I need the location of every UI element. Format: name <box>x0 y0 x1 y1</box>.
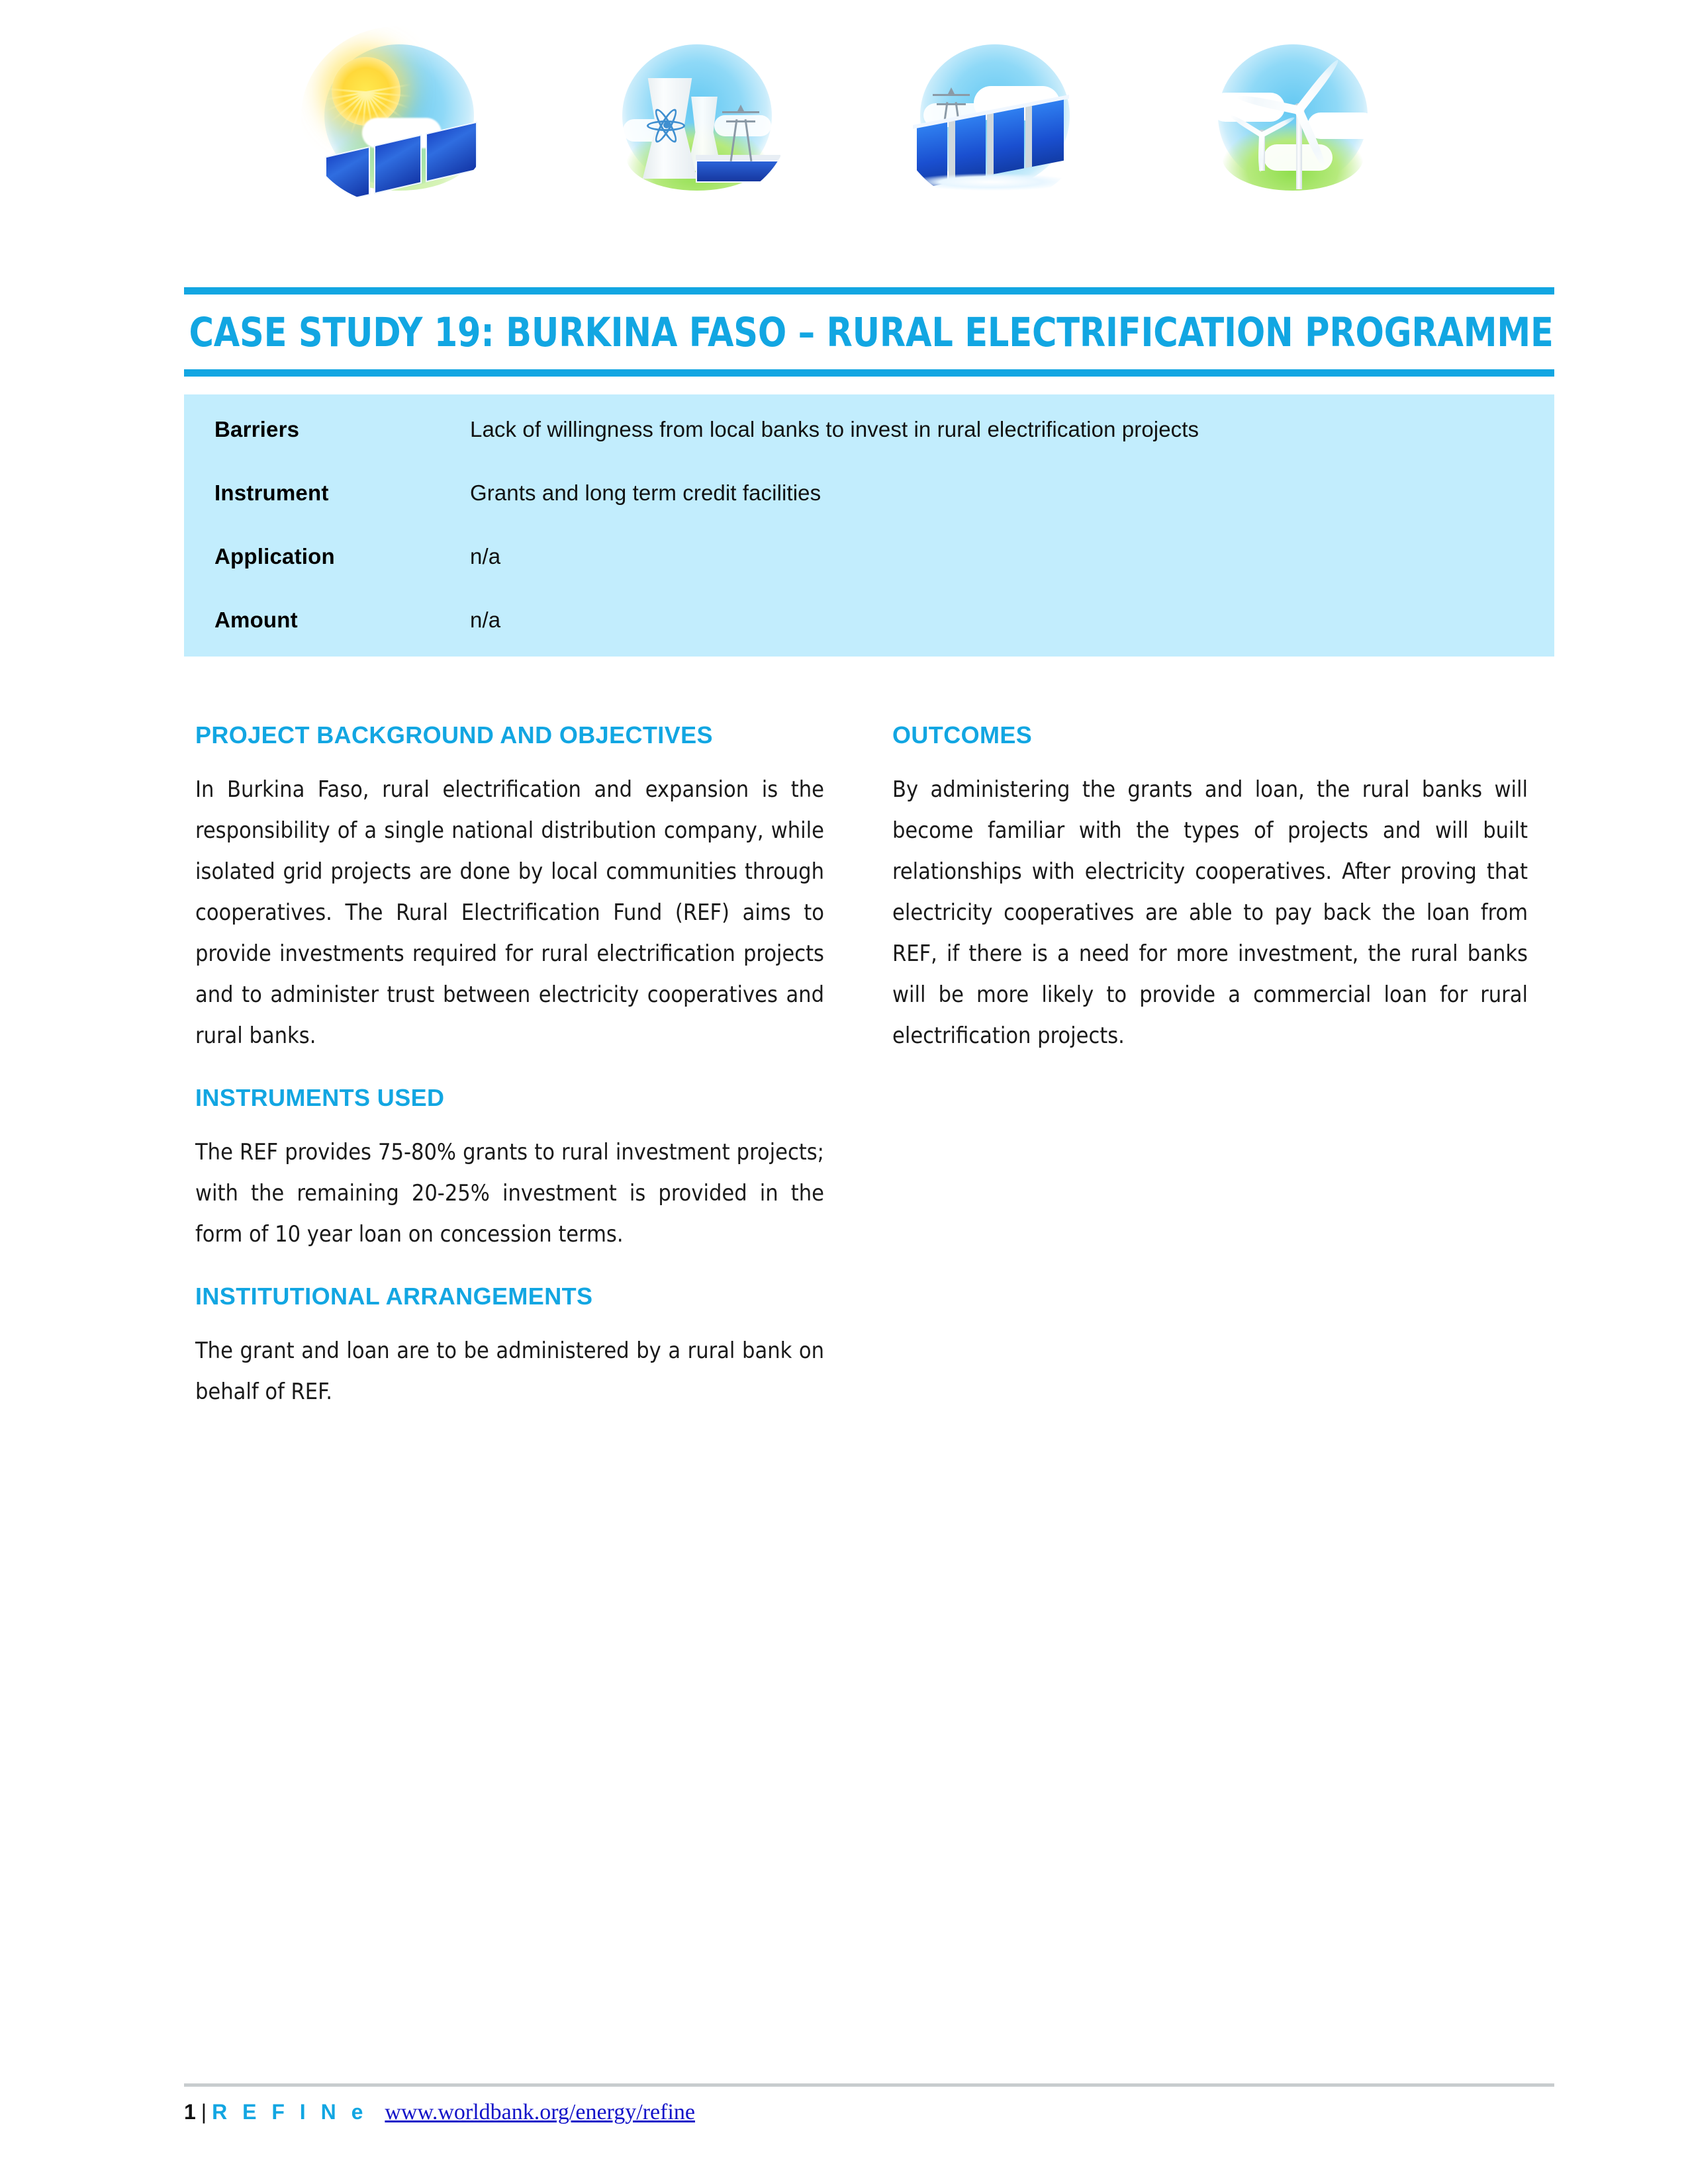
wind-turbine-icon <box>1195 26 1387 205</box>
table-row <box>184 480 1554 544</box>
page-number: 1 <box>184 2100 196 2124</box>
info-value-instrument: Grants and long term credit facilities <box>470 480 821 505</box>
info-table <box>184 394 1554 657</box>
page-title: CASE STUDY 19: BURKINA FASO – RURAL ELECTRIFICATION PROGRAMME <box>189 309 1554 356</box>
section-text-institutional-arrangements: The grant and loan are to be administered by a rural bank on behalf of REF. <box>195 1338 824 1405</box>
footer-rule <box>184 2083 1554 2087</box>
section-heading-project-background: PROJECT BACKGROUND AND OBJECTIVES <box>195 721 713 749</box>
right-column <box>892 721 1528 1084</box>
section-heading-instruments-used: INSTRUMENTS USED <box>195 1084 445 1111</box>
info-value-barriers: Lack of willingness from local banks to invest in rural electrification projects <box>470 417 1199 441</box>
nuclear-plant-icon <box>599 26 791 205</box>
brand-label: R E F I N e <box>212 2100 368 2124</box>
table-row <box>184 417 1554 480</box>
section-text-project-background: In Burkina Faso, rural electrification and expansion is the responsibility of a single national distribution company, while isolated grid projects are done by local communities through cooperatives. The Rural Electrification Fund (REF) aims to provide investments required for rural electrification projects and to administer trust between electricity cooperatives and rural banks. <box>195 776 824 1049</box>
water-foam <box>910 173 1072 191</box>
table-row <box>184 544 1554 608</box>
info-label-instrument: Instrument <box>214 480 329 505</box>
section-text-instruments-used: The REF provides 75-80% grants to rural investment projects; with the remaining 20-25% investment is provided in the form of 10 year loan on concession terms. <box>195 1139 824 1248</box>
solar-panel-array <box>696 160 780 183</box>
title-rule-top <box>184 287 1554 295</box>
footer-separator: | <box>201 2100 207 2124</box>
section-heading-institutional-arrangements: INSTITUTIONAL ARRANGEMENTS <box>195 1283 593 1310</box>
info-label-barriers: Barriers <box>214 417 300 441</box>
atom-icon <box>647 106 685 144</box>
info-label-amount: Amount <box>214 608 298 632</box>
hydro-dam-icon <box>897 26 1089 205</box>
left-column <box>195 721 824 1440</box>
title-rule-bottom <box>184 369 1554 377</box>
section-heading-outcomes: OUTCOMES <box>892 721 1033 749</box>
transmission-pylon-icon <box>721 105 761 161</box>
info-value-amount: n/a <box>470 608 501 632</box>
header-banner <box>0 20 1688 212</box>
info-value-application: n/a <box>470 544 501 569</box>
table-row <box>184 608 1554 671</box>
info-label-application: Application <box>214 544 335 569</box>
section-text-outcomes: By administering the grants and loan, the rural banks will become familiar with the types of projects and will built relationships with electricity cooperatives. After proving that electricity cooperatives are able to pay back the loan from REF, if there is a need for more investment, the rural banks will be more likely to provide a commercial loan for rural electrification projects. <box>892 776 1528 1049</box>
page-footer <box>184 2083 1554 2125</box>
footer-content <box>184 2100 1554 2125</box>
solar-sun-icon <box>301 26 493 205</box>
footer-url-link[interactable]: www.worldbank.org/energy/refine <box>385 2100 695 2124</box>
wind-turbine-main <box>1262 66 1335 189</box>
page-title-block <box>184 287 1554 377</box>
